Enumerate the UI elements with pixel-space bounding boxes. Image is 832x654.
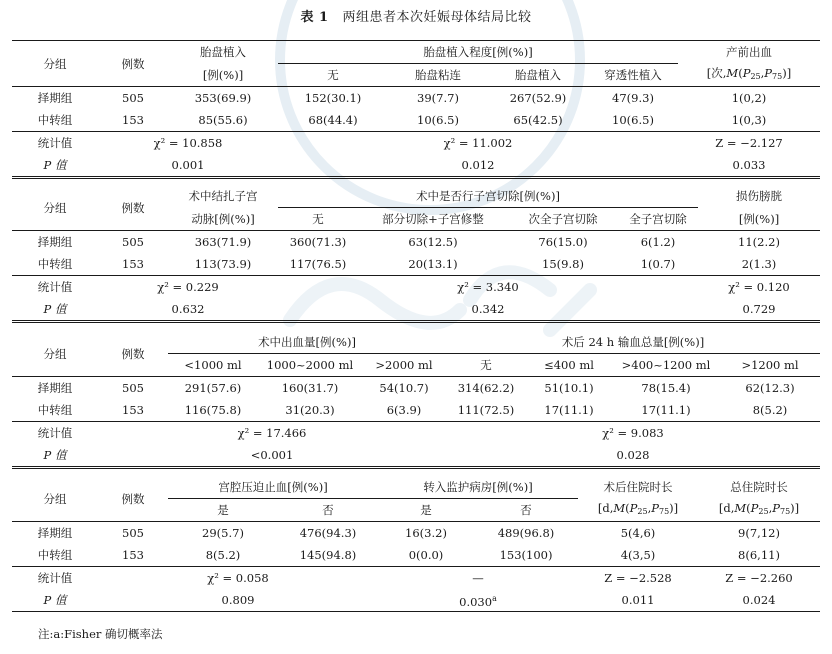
table-row <box>12 399 820 422</box>
stat-row <box>12 276 820 299</box>
count: 153 <box>98 399 168 422</box>
stat-value: χ² = 0.120 <box>728 280 790 294</box>
header-placenta-accreta: 胎盘植入 <box>168 41 278 64</box>
table-section-placenta <box>12 40 820 179</box>
cell: 353(69.9) <box>194 91 252 105</box>
cell: 63(12.5) <box>408 235 458 249</box>
cell: 65(42.5) <box>488 109 588 132</box>
cell: 11(2.2) <box>738 235 780 249</box>
group-name: 择期组 <box>37 91 73 105</box>
subheader-lt1000: <1000 ml <box>168 354 258 377</box>
cell: 360(71.3) <box>289 235 347 249</box>
subheader-400-1200: >400~1200 ml <box>612 354 720 377</box>
stat-row <box>12 567 820 590</box>
stat-value: χ² = 9.083 <box>602 426 664 440</box>
subheader-1000-2000: 1000~2000 ml <box>258 354 362 377</box>
cell: 17(11.1) <box>526 399 612 422</box>
cell: 160(31.7) <box>281 381 339 395</box>
group-name: 择期组 <box>37 235 73 249</box>
cell: 31(20.3) <box>258 399 362 422</box>
table-row <box>12 253 820 276</box>
cell: 111(72.5) <box>446 399 526 422</box>
cell: 9(7,12) <box>738 526 780 540</box>
subheader-le400: ≤400 ml <box>526 354 612 377</box>
table-section-postop <box>12 476 820 612</box>
header-uterine-artery-ligation: 术中结扎子宫 <box>188 189 258 204</box>
p-value: <0.001 <box>98 444 446 468</box>
p-label: P 值 <box>12 589 98 612</box>
count: 153 <box>98 544 168 567</box>
table-row <box>12 231 820 254</box>
cell: 291(57.6) <box>184 381 242 395</box>
group-name: 中转组 <box>12 109 98 132</box>
header-uterine-tamponade: 宫腔压迫止血[例(%)] <box>218 480 328 494</box>
table-caption: 两组患者本次妊娠母体结局比较 <box>342 10 532 25</box>
stat-value: — <box>472 571 484 585</box>
p-value: 0.011 <box>578 589 698 612</box>
group-name: 中转组 <box>12 253 98 276</box>
group-name: 择期组 <box>37 526 73 540</box>
count: 505 <box>122 235 144 249</box>
cell: 1(0,2) <box>731 91 767 105</box>
subheader-none: 无 <box>446 354 526 377</box>
p-value: 0.001 <box>98 154 278 178</box>
subheader-yes: 是 <box>168 499 278 522</box>
cell: 10(6.5) <box>388 109 488 132</box>
header-postop-stay: 术后住院时长 <box>603 480 673 495</box>
cell: 20(13.1) <box>358 253 508 276</box>
cell: 6(3.9) <box>362 399 446 422</box>
p-value: 0.809 <box>98 589 378 612</box>
count: 505 <box>122 381 144 395</box>
cell: 5(4,6) <box>620 526 656 540</box>
cell: 6(1.2) <box>640 235 676 249</box>
stat-label: 统计值 <box>37 426 73 440</box>
table-row <box>12 544 820 567</box>
cell: 39(7.7) <box>417 91 459 105</box>
cell: 62(12.3) <box>745 381 795 395</box>
cell: 8(5.2) <box>720 399 820 422</box>
p-row <box>12 589 820 612</box>
group-name: 中转组 <box>12 544 98 567</box>
header-total-stay-unit: $[d,M(P_{25},P_{75})]$ <box>698 499 820 522</box>
stat-label: 统计值 <box>37 136 73 150</box>
p-row <box>12 298 820 322</box>
subheader-gt2000: >2000 ml <box>362 354 446 377</box>
p-value: 0.632 <box>98 298 278 322</box>
stat-label: 统计值 <box>37 571 73 585</box>
stat-value: Z = −2.127 <box>715 136 783 150</box>
cell: 2(1.3) <box>698 253 820 276</box>
cell: 51(10.1) <box>544 381 594 395</box>
p-value-fisher: 0.030$^a$ <box>378 589 578 612</box>
header-hysterectomy: 术中是否行子宫切除[例(%)] <box>416 189 560 203</box>
subheader-subtotal: 次全子宫切除 <box>508 208 618 231</box>
table-section-bleeding <box>12 331 820 469</box>
p-label: P 值 <box>12 298 98 322</box>
table-row <box>12 109 820 132</box>
stat-value: χ² = 3.340 <box>457 280 519 294</box>
header-antepartum-bleeding-unit: [次$,M(P_{25},P_{75})$] <box>678 64 820 87</box>
stat-row <box>12 132 820 155</box>
header-group: 分组 <box>12 41 98 87</box>
cell: 85(55.6) <box>168 109 278 132</box>
group-name: 中转组 <box>12 399 98 422</box>
cell: 8(5.2) <box>168 544 278 567</box>
stat-value: χ² = 0.058 <box>207 571 269 585</box>
cell: 117(76.5) <box>278 253 358 276</box>
cell: 15(9.8) <box>508 253 618 276</box>
subheader-accreta: 胎盘植入 <box>488 64 588 87</box>
stat-row <box>12 422 820 445</box>
count: 153 <box>98 109 168 132</box>
p-row <box>12 444 820 468</box>
header-count: 例数 <box>98 185 168 231</box>
cell: 267(52.9) <box>509 91 567 105</box>
subheader-yes: 是 <box>378 499 474 522</box>
header-postop-stay-unit: $[d,M(P_{25},P_{75})]$ <box>578 499 698 522</box>
cell: 10(6.5) <box>588 109 678 132</box>
p-label: P 值 <box>12 444 98 468</box>
table-title <box>0 6 832 28</box>
header-count: 例数 <box>98 41 168 87</box>
cell: 1(0,3) <box>678 109 820 132</box>
header-icu-transfer: 转入监护病房[例(%)] <box>423 480 533 494</box>
subheader-partial: 部分切除+子宫修整 <box>358 208 508 231</box>
p-label: P 值 <box>12 154 98 178</box>
header-count: 例数 <box>98 331 168 377</box>
table-footnote: 注:a:Fisher 确切概率法 <box>38 627 163 641</box>
cell: 47(9.3) <box>612 91 654 105</box>
p-value: 0.729 <box>698 298 820 322</box>
header-placenta-accreta-unit: [例(%)] <box>168 64 278 87</box>
cell: 8(6,11) <box>698 544 820 567</box>
cell: 152(30.1) <box>304 91 362 105</box>
table-section-surgery <box>12 185 820 323</box>
p-value: 0.342 <box>278 298 698 322</box>
p-value: 0.033 <box>678 154 820 178</box>
table-row <box>12 87 820 110</box>
subheader-total: 全子宫切除 <box>618 208 698 231</box>
count: 505 <box>122 526 144 540</box>
cell: 489(96.8) <box>497 526 555 540</box>
header-total-stay: 总住院时长 <box>730 480 788 495</box>
cell: 116(75.8) <box>168 399 258 422</box>
table-label: 表 1 <box>300 10 329 25</box>
p-value: 0.028 <box>446 444 820 468</box>
cell: 78(15.4) <box>641 381 691 395</box>
cell: 76(15.0) <box>538 235 588 249</box>
header-bladder-injury-unit: [例(%)] <box>698 208 820 231</box>
header-count: 例数 <box>98 476 168 522</box>
cell: 153(100) <box>474 544 578 567</box>
header-antepartum-bleeding: 产前出血 <box>678 41 820 64</box>
cell: 314(62.2) <box>457 381 515 395</box>
subheader-percreta: 穿透性植入 <box>588 64 678 87</box>
header-bladder-injury: 损伤膀胱 <box>736 189 782 204</box>
cell: 113(73.9) <box>168 253 278 276</box>
subheader-none: 无 <box>278 208 358 231</box>
count: 505 <box>122 91 144 105</box>
p-row <box>12 154 820 178</box>
cell: 54(10.7) <box>379 381 429 395</box>
header-group: 分组 <box>12 331 98 377</box>
table-row <box>12 377 820 400</box>
stat-value: χ² = 11.002 <box>443 136 513 150</box>
cell: 17(11.1) <box>612 399 720 422</box>
header-uterine-artery-ligation-unit: 动脉[例(%)] <box>168 208 278 231</box>
cell: 363(71.9) <box>194 235 252 249</box>
header-group: 分组 <box>12 185 98 231</box>
count: 153 <box>98 253 168 276</box>
header-accreta-degree: 胎盘植入程度[例(%)] <box>278 41 678 64</box>
subheader-no: 否 <box>278 499 378 522</box>
cell: 16(3.2) <box>405 526 447 540</box>
stat-value: Z = −2.528 <box>604 571 672 585</box>
cell: 68(44.4) <box>278 109 388 132</box>
cell: 145(94.8) <box>278 544 378 567</box>
p-value: 0.024 <box>698 589 820 612</box>
cell: 476(94.3) <box>299 526 357 540</box>
cell: 4(3,5) <box>578 544 698 567</box>
cell: 29(5.7) <box>202 526 244 540</box>
table-row <box>12 522 820 545</box>
subheader-gt1200: >1200 ml <box>720 354 820 377</box>
group-name: 择期组 <box>37 381 73 395</box>
subheader-no: 否 <box>474 499 578 522</box>
subheader-none: 无 <box>278 64 388 87</box>
stat-value: χ² = 17.466 <box>237 426 307 440</box>
p-value: 0.012 <box>278 154 678 178</box>
stat-value: χ² = 0.229 <box>157 280 219 294</box>
header-blood-loss: 术中出血量[例(%)] <box>258 335 356 349</box>
cell: 1(0.7) <box>618 253 698 276</box>
header-transfusion: 术后 24 h 输血总量[例(%)] <box>561 335 705 349</box>
subheader-adhesion: 胎盘粘连 <box>388 64 488 87</box>
cell: 0(0.0) <box>378 544 474 567</box>
stat-label: 统计值 <box>37 280 73 294</box>
stat-value: χ² = 10.858 <box>153 136 223 150</box>
stat-value: Z = −2.260 <box>725 571 793 585</box>
header-group: 分组 <box>12 476 98 522</box>
